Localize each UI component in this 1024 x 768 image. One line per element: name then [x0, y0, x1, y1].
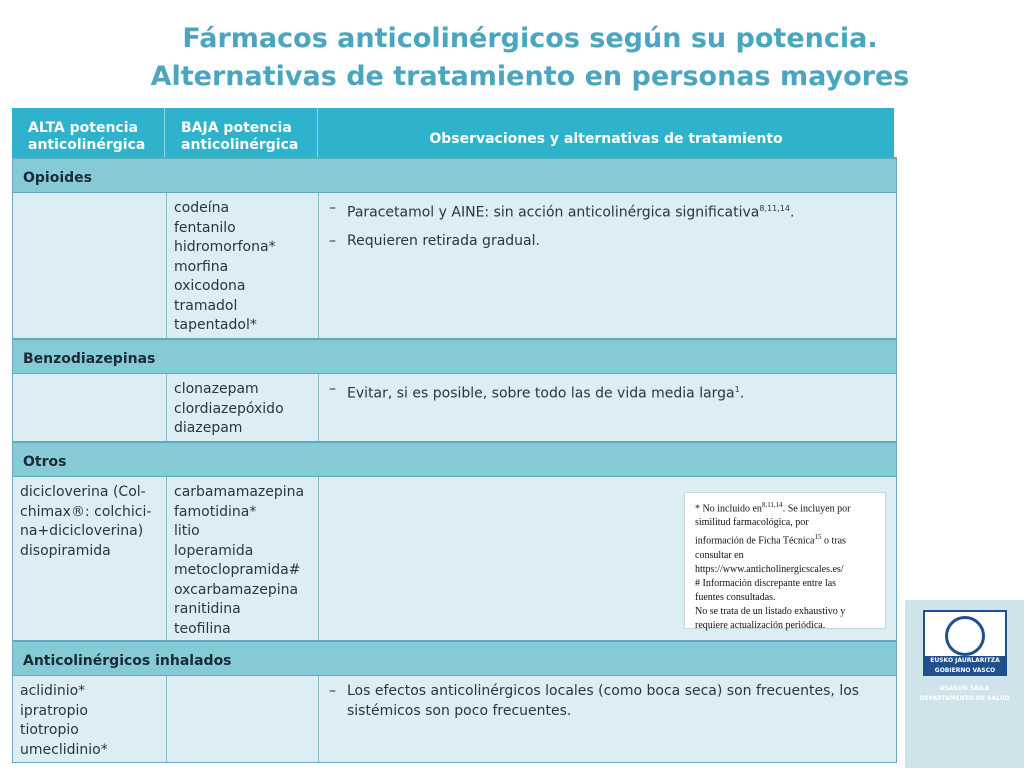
note-url: https://www.anticholinergicscales.es/: [695, 563, 844, 575]
note-line: similitud farmacológica, por: [695, 517, 809, 529]
header-alta-line2: anticolinérgica: [28, 137, 146, 153]
table-row: [13, 477, 896, 640]
header-alta-line1: ALTA potencia: [28, 120, 138, 136]
cell-alta: [13, 477, 167, 640]
drug-item: famotidina*: [174, 503, 257, 520]
note-line: información de Ficha Técnica: [695, 535, 815, 547]
drug-item: tapentadol*: [174, 317, 257, 333]
table-row: [13, 193, 896, 338]
cell-observaciones: [319, 477, 896, 640]
observation-text: Requieren retirada gradual.: [347, 233, 540, 250]
note-line: . Se incluyen por: [782, 503, 851, 515]
cell-baja: [167, 477, 319, 640]
table-header: [12, 108, 894, 157]
drug-item: umeclidinio*: [20, 741, 108, 758]
header-baja-line1: BAJA potencia: [181, 120, 292, 136]
drug-item: ranitidina: [174, 601, 241, 617]
drug-item: morfina: [174, 258, 229, 275]
drug-item: chimax®: colchici-: [20, 503, 152, 520]
drug-item: litio: [174, 523, 200, 539]
cell-alta: [13, 676, 167, 762]
note-line: # Información discrepante entre las: [695, 577, 837, 589]
drug-item: clonazepam: [174, 381, 259, 397]
drug-item: aclidinio*: [20, 683, 86, 699]
observation-text: Paracetamol y AINE: sin acción anticolinérgica significativa: [347, 204, 760, 221]
drug-item: metoclopramida#: [174, 562, 301, 578]
section-opioides: Opioides: [13, 157, 896, 193]
cell-baja: [167, 193, 319, 338]
drug-item: teofilina: [174, 620, 231, 637]
drug-item: diazepam: [174, 420, 243, 436]
observation-text: Evitar, si es posible, sobre todo las de vida media larga: [347, 385, 735, 402]
drug-item: oxcarbamazepina: [174, 581, 299, 598]
footnote-box: [684, 492, 886, 629]
header-alta: [12, 108, 165, 157]
drug-item: dicicloverina (Col-: [20, 484, 146, 500]
header-baja-line2: anticolinérgica: [181, 137, 299, 153]
observation-text: Los efectos anticolinérgicos locales (como boca seca) son frecuentes, los sistémicos son poco frecuentes.: [347, 683, 860, 719]
drug-item: hidromorfona*: [174, 239, 276, 255]
coat-of-arms-icon: [923, 610, 1007, 676]
cell-alta: [13, 193, 167, 338]
section-anticolinergicos-inhalados: Anticolinérgicos inhalados: [13, 640, 896, 676]
table-row: [13, 374, 896, 441]
logo-org-line1: OSASUN SAILA: [939, 685, 990, 692]
table-row: [13, 676, 896, 762]
drug-item: oxicodona: [174, 278, 246, 294]
title-line-1: Fármacos anticolinérgicos según su potencia.: [182, 23, 878, 54]
section-benzodiazepinas: Benzodiazepinas: [13, 338, 896, 374]
note-line: requiere actualización periódica.: [695, 619, 826, 631]
observation-item: – Evitar, si es posible, sobre todo las de vida media larga$^1$.: [329, 381, 745, 402]
cell-observaciones: [319, 193, 896, 338]
header-observaciones: Observaciones y alternativas de tratamiento: [429, 131, 783, 147]
note-line: fuentes consultadas.: [695, 591, 776, 603]
drug-table: [12, 108, 897, 763]
table-body: [12, 157, 897, 763]
logo-band-castellano: GOBIERNO VASCO: [925, 666, 1005, 676]
header-baja: [165, 108, 318, 157]
drug-item: tiotropio: [20, 722, 79, 738]
slide-title: [80, 20, 980, 96]
drug-item: codeína: [174, 200, 230, 216]
note-line: o tras: [821, 535, 846, 547]
logo-department: [905, 684, 1024, 704]
cell-alta: [13, 374, 167, 441]
observation-tail: .: [739, 385, 745, 402]
logo-org-line2: DEPARTAMENTO DE SALUD: [919, 695, 1010, 702]
note-sup: 15: [814, 533, 822, 542]
reference-sup: 1: [734, 385, 740, 394]
observation-tail: .: [789, 204, 795, 221]
cell-baja: [167, 676, 319, 762]
note-line: No se trata de un listado exhaustivo y: [695, 605, 846, 617]
cell-observaciones: [319, 374, 896, 441]
drug-item: loperamida: [174, 542, 254, 559]
drug-item: tramadol: [174, 297, 238, 314]
observation-item: – Paracetamol y AINE: sin acción anticolinérgica significativa$^{8,11,14}$.: [329, 200, 795, 221]
drug-item: na+dicicloverina): [20, 523, 144, 539]
drug-item: carbamamazepina: [174, 484, 305, 500]
logo-band-euskera: EUSKO JAURLARITZA: [925, 656, 1005, 666]
drug-item: clordiazepóxido: [174, 400, 284, 417]
observation-item: – Requieren retirada gradual.: [329, 232, 890, 252]
note-line: * No incluido en: [695, 503, 762, 515]
gobierno-vasco-logo: [905, 600, 1024, 768]
cell-observaciones: [319, 676, 896, 762]
title-line-2: Alternativas de tratamiento en personas mayores: [150, 61, 910, 92]
drug-item: disopiramida: [20, 542, 111, 559]
reference-sup: 8,11,14: [759, 204, 790, 213]
drug-item: fentanilo: [174, 219, 236, 236]
section-otros: Otros: [13, 441, 896, 477]
note-line: consultar en: [695, 549, 744, 561]
note-sup: 8,11,14: [761, 501, 783, 509]
cell-baja: [167, 374, 319, 441]
observation-item: – Los efectos anticolinérgicos locales (como boca seca) son frecuentes, los sistémicos son poco frecuentes.: [329, 682, 890, 721]
drug-item: ipratropio: [20, 702, 88, 719]
